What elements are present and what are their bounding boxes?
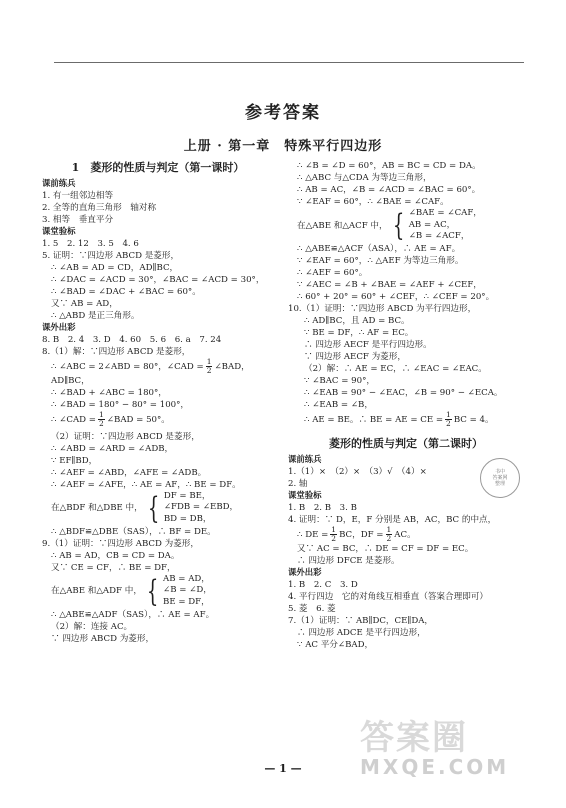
answer-line: ∴ ∠AB = AD = CD，AD∥BC， xyxy=(51,263,179,274)
answer-line: 4. 证明：∵ D，E，F 分别是 AB，AC，BC 的中点， xyxy=(288,515,497,526)
brace-icon: { xyxy=(147,490,159,526)
answer-line: ∴ AD∥BC，且 AD = BC。 xyxy=(304,316,410,327)
answer-line: 8.（1）解：∵四边形 ABCD 是菱形， xyxy=(42,347,191,358)
answer-line: ∴ △ABC 与△CDA 为等边三角形， xyxy=(297,173,432,184)
brace-lead: 在△ABE 和△ACF 中， xyxy=(297,220,388,231)
heading-inclass: 课堂验标 xyxy=(288,490,322,501)
brace-item: BD = DB， xyxy=(163,514,212,524)
answer-line: ∴ ∠B = ∠D = 60°，AB = BC = CD = DA。 xyxy=(297,161,481,171)
answer-line: ∵ ∠AEC = ∠B + ∠BAE = ∠AEF + ∠CEF， xyxy=(297,280,482,290)
congruence-system xyxy=(288,208,524,243)
answer-line-fraction xyxy=(42,411,274,428)
page-title: 参考答案 xyxy=(245,103,321,123)
text-part: ∠BAD = 50°。 xyxy=(106,414,170,425)
answer-line: ∴ ∠EAB = 90° − ∠EAC，∠B = 90° − ∠ECA。 xyxy=(304,388,503,399)
brace-items xyxy=(164,491,238,526)
answer-line: ∵ ∠BAC = 90°， xyxy=(304,376,375,387)
text-part: BC，DF = xyxy=(339,530,384,541)
congruence-system xyxy=(42,491,274,526)
text-part: ∴ DE = xyxy=(297,530,329,541)
answer-line: ∴ ∠BAD + ∠ABC = 180°， xyxy=(51,387,167,398)
answer-line: 7.（1）证明：∵ AB∥DC，CE∥DA， xyxy=(288,615,434,626)
text-part: AC。 xyxy=(394,530,416,541)
answer-line: 4. 平行四边 它的对角线互相垂直（答案合理即可） xyxy=(288,591,488,602)
answer-line: 1. B 2. C 3. D xyxy=(288,579,358,590)
brace-item: BE = DF， xyxy=(163,596,210,607)
brace-lead: 在△ABE 和△ADF 中， xyxy=(51,586,142,597)
left-column xyxy=(42,160,274,645)
answer-line: ∴ △BDF≌△DBE（SAS），∴ BF = DE。 xyxy=(51,526,216,537)
text-part: ∴ ∠CAD = xyxy=(51,414,97,425)
brace-item: AB = AD， xyxy=(163,573,210,584)
watermark-url: MXQE.COM xyxy=(360,755,510,779)
answer-line: ∴ ∠BAD = 180° − 80° = 100°， xyxy=(51,399,190,410)
numerator: 1 xyxy=(99,409,104,419)
fraction xyxy=(445,411,452,428)
answer-line: 3. 相等 垂直平分 xyxy=(42,215,114,226)
answer-line: 1. 5 2. 12 3. 5 4. 6 xyxy=(42,239,139,250)
answer-line: 9.（1）证明：∵四边形 ABCD 为菱形， xyxy=(42,538,199,549)
numerator: 1 xyxy=(386,525,392,535)
heading-extension: 课外出彩 xyxy=(42,322,76,333)
brace-item: ∠BAE = ∠CAF， xyxy=(408,208,482,219)
text-part: ∴ ∠ABC = 2∠ABD = 80°，∠CAD = xyxy=(51,361,204,372)
answer-line: ∴ ∠BAD = ∠DAC + ∠BAC = 60°。 xyxy=(51,287,201,298)
answer-line: （2）证明：∵四边形 ABCD 是菱形， xyxy=(51,431,200,442)
answer-line: ∴ ∠AEF = 60°。 xyxy=(297,267,368,278)
page-number: — 1 — xyxy=(264,762,302,775)
answer-line: ∵ AC 平分∠BAD， xyxy=(297,639,374,650)
chapter-title: 上册 · 第一章 特殊平行四边形 xyxy=(183,139,383,154)
text-part: ∠BAD， xyxy=(214,361,250,372)
congruence-system xyxy=(42,574,274,609)
answer-line: ∴ AB = AC，∠B = ∠ACD = ∠BAC = 60°。 xyxy=(297,185,481,196)
answer-line: ∴ ∠AEF = ∠AFE，∴ AE = AF，∴ BE = DF。 xyxy=(51,479,241,490)
answer-line: ∴ ∠AEF = ∠ABD，∠AFE = ∠ADB。 xyxy=(51,467,207,478)
answer-line: ∴ 四边形 ADCE 是平行四边形， xyxy=(297,627,426,638)
denominator: 2 xyxy=(99,418,104,428)
answer-line: 2. 全等的直角三角形 轴对称 xyxy=(42,203,157,214)
brace-item: ∠B = ∠D， xyxy=(163,585,212,596)
brace-lead: 在△BDF 和△DBE 中， xyxy=(51,503,143,514)
answer-line: ∴ ∠ABD = ∠ARD = ∠ADB， xyxy=(51,443,174,454)
answer-line: 2. 轴 xyxy=(288,479,308,490)
stamp-text-line: 答案网 xyxy=(492,475,508,481)
answer-line: 又∵ AC = BC，∴ DE = CF = DF = EC。 xyxy=(297,543,474,554)
stamp-text-line: 书中 xyxy=(494,469,505,475)
answer-line: ∵ BE = DF，∴ AF = EC。 xyxy=(304,328,414,339)
header-rule xyxy=(54,62,524,63)
fraction xyxy=(330,526,337,543)
answer-line: ∴ AB = AD，CB = CD = DA。 xyxy=(51,550,180,561)
answer-line: （2）解：∴ AE = EC，∴ ∠EAC = ∠EAC。 xyxy=(304,364,487,375)
numerator: 1 xyxy=(446,410,451,420)
answer-line: 又∵ AB = AD， xyxy=(51,299,118,310)
answer-line-fraction xyxy=(288,411,524,428)
numerator: 1 xyxy=(206,357,212,367)
section-title-lesson2: 菱形的性质与判定（第二课时） xyxy=(329,437,483,451)
heading-preclass: 课前练兵 xyxy=(42,178,76,189)
answer-line: ∴ △ABE≌△ACF（ASA），∴ AE = AF。 xyxy=(297,243,461,254)
denominator: 2 xyxy=(446,419,451,429)
answer-line: AD∥BC， xyxy=(51,375,90,386)
heading-inclass: 课堂验标 xyxy=(42,226,76,237)
text-part: ∴ AE = BE。∴ BE = AE = CE = xyxy=(304,415,444,426)
answer-line: 1.（1）× （2）× （3）√ （4）× xyxy=(288,467,427,478)
heading-extension: 课外出彩 xyxy=(288,566,322,577)
answer-line: 1. 有一组邻边相等 xyxy=(42,191,114,202)
brace-items xyxy=(409,208,482,243)
answer-line: 5. 证明：∵四边形 ABCD 是菱形， xyxy=(42,251,180,262)
answer-line: （2）解：连接 AC。 xyxy=(51,621,133,632)
text-part: BC = 4。 xyxy=(453,415,494,426)
answer-line-fraction xyxy=(288,526,524,543)
answer-line: ∴ △ABE≌△ADF（SAS），∴ AE = AF。 xyxy=(51,609,215,620)
fraction xyxy=(206,358,213,375)
denominator: 2 xyxy=(206,365,212,375)
brace-item: AB = AC， xyxy=(408,219,456,230)
numerator: 1 xyxy=(331,525,337,535)
denominator: 2 xyxy=(386,534,392,544)
answer-line: ∴ 四边形 AECF 是平行四边形。 xyxy=(304,340,432,351)
answer-line: ∵ ∠EAF = 60°，∴ △AEF 为等边三角形。 xyxy=(297,255,464,266)
answer-line: 1. B 2. B 3. B xyxy=(288,503,357,514)
brace-icon: { xyxy=(392,208,404,244)
brace-item: ∠B = ∠ACF， xyxy=(408,231,470,242)
stamp-seal xyxy=(480,458,520,498)
brace-items xyxy=(163,574,212,609)
section-title-lesson1: 1 菱形的性质与判定（第一课时） xyxy=(71,161,245,174)
answer-line: ∵ ∠EAF = 60°，∴ ∠BAE = ∠CAF。 xyxy=(297,197,449,208)
brace-item: DF = BE， xyxy=(163,490,211,501)
answer-line: ∵ 四边形 AECF 为菱形， xyxy=(304,352,406,363)
watermark-text: 答案圈 xyxy=(360,718,468,758)
fraction xyxy=(386,526,393,543)
fraction xyxy=(98,411,105,428)
answer-line: ∵ 四边形 ABCD 为菱形， xyxy=(51,633,155,644)
answer-line: ∴ 四边形 DFCE 是菱形。 xyxy=(297,555,400,566)
faint-header-bleed xyxy=(120,18,450,48)
answer-line: 10.（1）证明：∵四边形 ABCD 为平行四边形， xyxy=(288,304,477,315)
answer-line: ∴ 60° + 20° = 60° + ∠CEF，∴ ∠CEF = 20°。 xyxy=(297,292,495,303)
answer-line-fraction xyxy=(42,358,274,375)
answer-line: 8. B 2. 4 3. D 4. 60 5. 6 6. a 7. 24 xyxy=(42,335,222,345)
answer-line: ∴ △ABD 是正三角形。 xyxy=(51,311,140,322)
answer-line: 5. 菱 6. 菱 xyxy=(288,603,336,614)
answer-line: ∵ EF∥BD， xyxy=(51,455,98,466)
brace-item: ∠FDB = ∠EBD， xyxy=(163,502,239,513)
heading-preclass: 课前练兵 xyxy=(288,454,322,465)
brace-icon: { xyxy=(146,573,159,609)
answer-line: 又∵ CE = CF，∴ BE = DF， xyxy=(51,562,176,573)
denominator: 2 xyxy=(331,534,337,544)
stamp-text-line: 整理 xyxy=(494,481,505,487)
answer-line: ∴ ∠EAB = ∠B， xyxy=(304,400,373,411)
answer-line: ∴ ∠DAC = ∠ACD = 30°，∠BAC = ∠ACD = 30°， xyxy=(51,275,265,286)
right-column xyxy=(288,160,524,651)
